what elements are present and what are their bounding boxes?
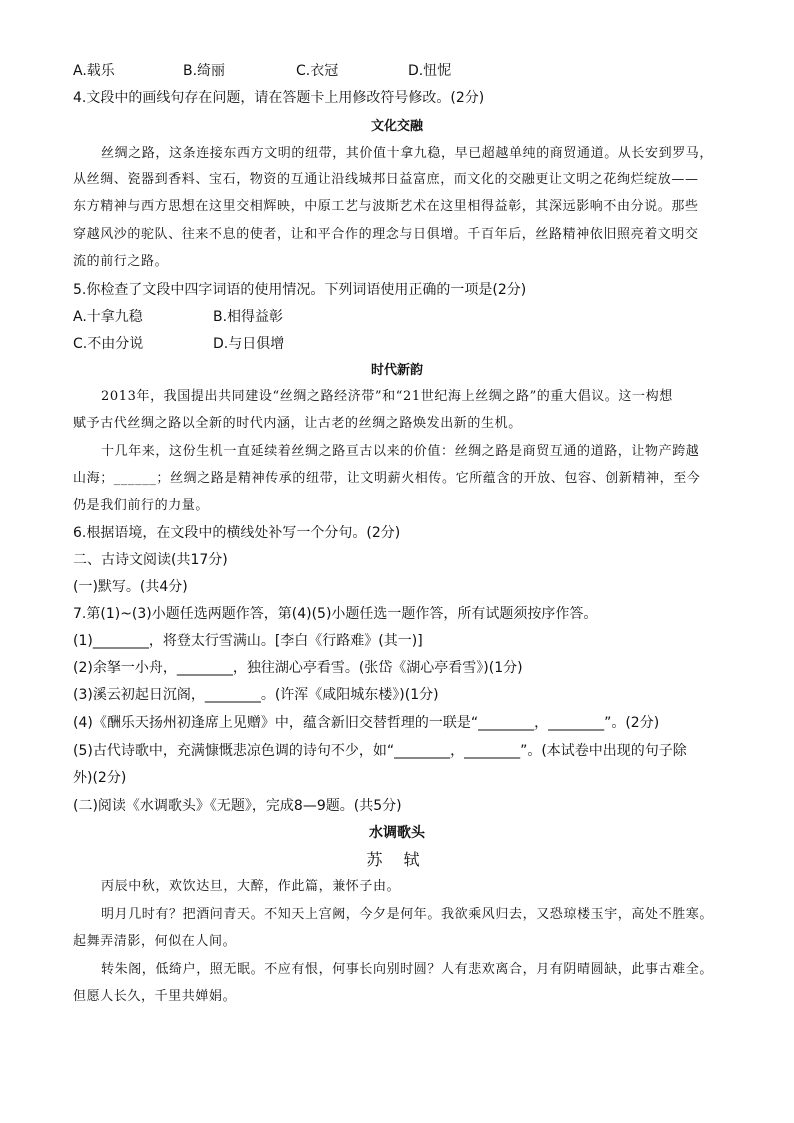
culture-line-2: 从丝绸、瓷器到香料、宝石，物资的互通让沿线城邦日益富庶，而文化的交融更让文明之花绚烂绽放—— bbox=[73, 172, 699, 187]
q3-option-b: B.绮丽 bbox=[183, 63, 226, 79]
subsection-1-heading: (一)默写。(共4分) bbox=[73, 579, 188, 595]
poem-title: 水调歌头 bbox=[369, 825, 425, 841]
poem-author: 苏 轼 bbox=[366, 850, 428, 869]
q7-item-1: (1)________，将登太行雪满山。[李白《行路难》(其一)] bbox=[73, 633, 423, 649]
q3-option-c: C.衣冠 bbox=[296, 63, 339, 79]
culture-line-5: 流的前行之路。 bbox=[73, 254, 169, 269]
culture-line-4: 穿越风沙的驼队、往来不息的使者，让和平合作的理念与日俱增。千百年后，丝路精神依旧照亮着文明交 bbox=[73, 227, 699, 242]
q5-option-b: B.相得益彰 bbox=[213, 309, 284, 325]
q5-option-d: D.与日俱增 bbox=[213, 336, 285, 352]
era-line-3: 十几年来，这份生机一直延续着丝绸之路亘古以来的价值：丝绸之路是商贸互通的道路，让物产跨越 bbox=[101, 444, 700, 459]
q7-item-2: (2)余拏一小舟，________，独往湖心亭看雪。(张岱《湖心亭看雪》)(1分) bbox=[73, 660, 523, 676]
culture-line-3: 东方精神与西方思想在这里交相辉映，中原工艺与波斯艺术在这里相得益彰，其深远影响不由分说。那些 bbox=[73, 199, 699, 214]
q3-option-a: A.载乐 bbox=[73, 63, 115, 79]
q7-item-5: (5)古代诗歌中，充满慷慨悲凉色调的诗句不少，如“________，________”。(本试卷中出现的句子除 bbox=[73, 743, 687, 759]
q7-item-5-cont: 外)(2分) bbox=[73, 770, 127, 786]
poem-preface: 丙辰中秋，欢饮达旦，大醉，作此篇，兼怀子由。 bbox=[101, 879, 401, 894]
culture-line-1: 丝绸之路，这条连接东西方文明的纽带，其价值十拿九稳，早已超越单纯的商贸通道。从长安到罗马， bbox=[101, 146, 714, 161]
era-line-4: 山海；______；丝绸之路是精神传承的纽带，让文明薪火相传。它所蕴含的开放、包容、创新精神，至今 bbox=[73, 471, 701, 486]
q3-option-d: D.忸怩 bbox=[408, 63, 452, 79]
question-7: 7.第(1)~(3)小题任选两题作答，第(4)(5)小题任选一题作答，所有试题须按序作答。 bbox=[73, 606, 598, 622]
poem-line-3: 转朱阁，低绮户，照无眠。不应有恨，何事长向别时圆？人有悲欢离合，月有阴晴圆缺，此事古难全。 bbox=[101, 962, 714, 977]
part-2-heading: 二、古诗文阅读(共17分) bbox=[73, 552, 228, 568]
section-title-era: 时代新韵 bbox=[370, 363, 423, 378]
question-5: 5.你检查了文段中四字词语的使用情况。下列词语使用正确的一项是(2分) bbox=[73, 282, 527, 298]
subsection-2-heading: (二)阅读《水调歌头》《无题》，完成8—9题。(共5分) bbox=[73, 798, 402, 814]
question-4: 4.文段中的画线句存在问题，请在答题卡上用修改符号修改。(2分) bbox=[73, 90, 485, 106]
q5-option-c: C.不由分说 bbox=[73, 336, 144, 352]
section-title-culture: 文化交融 bbox=[370, 119, 423, 134]
poem-line-4: 但愿人长久，千里共婵娟。 bbox=[73, 989, 237, 1004]
era-line-5: 仍是我们前行的力量。 bbox=[73, 498, 210, 513]
era-line-2: 赋予古代丝绸之路以全新的时代内涵，让古老的丝绸之路焕发出新的生机。 bbox=[73, 416, 522, 431]
question-6: 6.根据语境，在文段中的横线处补写一个分句。(2分) bbox=[73, 525, 401, 541]
poem-line-1: 明月几时有？把酒问青天。不知天上宫阙，今夕是何年。我欲乘风归去，又恐琼楼玉宇，高处不胜寒。 bbox=[101, 907, 714, 922]
era-line-1: 2013年，我国提出共同建设“丝绸之路经济带”和“21世纪海上丝绸之路”的重大倡议。这一构想 bbox=[101, 389, 673, 404]
poem-line-2: 起舞弄清影，何似在人间。 bbox=[73, 934, 237, 949]
q7-item-3: (3)溪云初起日沉阁，________。(许浑《咸阳城东楼》)(1分) bbox=[73, 687, 439, 703]
q5-option-a: A.十拿九稳 bbox=[73, 309, 143, 325]
q7-item-4: (4)《酬乐天扬州初逢席上见赠》中，蕴含新旧交替哲理的一联是“________，________”。(2分) bbox=[73, 715, 660, 731]
